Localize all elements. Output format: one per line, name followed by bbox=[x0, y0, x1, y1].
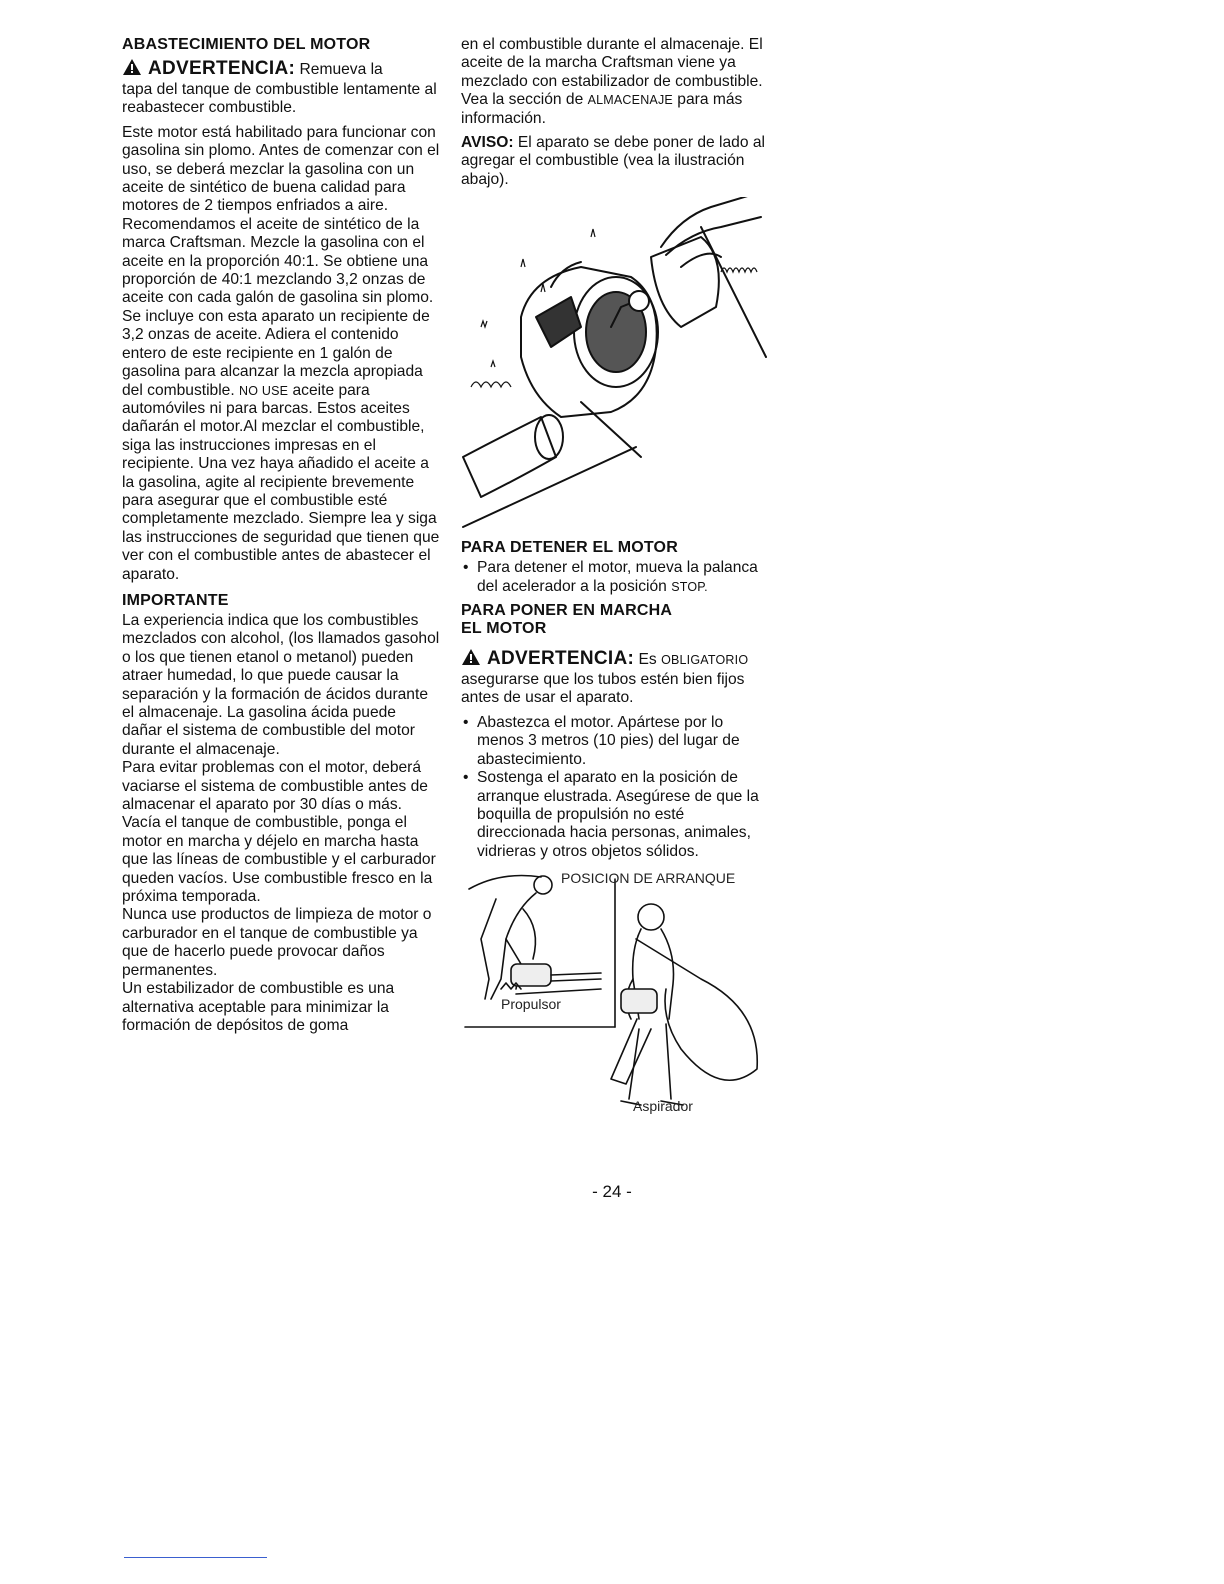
warning-lead: Es bbox=[638, 651, 657, 669]
list-item: • Abastezca el motor. Apártese por lo menos 3 metros (10 pies) del lugar de abastecimiento. bbox=[461, 714, 773, 769]
fueling-heading: ABASTECIMIENTO DEL MOTOR bbox=[122, 36, 371, 53]
start-engine-heading-line2: EL MOTOR bbox=[461, 620, 547, 638]
list-item: • Sostenga el aparato en la posición de arranque elustrada. Asegúrese de que la boquilla de propulsión no esté direccionada hacia personas, animales, vidrieras y otros objetos sólidos. bbox=[461, 769, 773, 861]
aviso-text: El aparato se debe poner de lado al agregar el combustible (vea la ilustración abajo). bbox=[461, 134, 765, 188]
important-paragraph-4: Nunca use productos de limpieza de motor o carburador en el tanque de combustible ya que de hacerlo puede provocar daños permanentes. bbox=[122, 906, 432, 979]
obligatorio-caps: OBLIGATORIO bbox=[661, 653, 749, 668]
warning-body: asegurarse que los tubos estén bien fijos antes de usar el aparato. bbox=[461, 671, 745, 707]
start-engine-list bbox=[461, 714, 773, 861]
storage-continued-paragraph bbox=[461, 36, 773, 128]
no-use-caps: NO USE bbox=[239, 383, 289, 398]
important-paragraph-2: Para evitar problemas con el motor, deberá vaciarse el sistema de combustible antes de almacenar el aparato por 30 días o más. bbox=[122, 759, 428, 814]
right-column bbox=[461, 36, 773, 1127]
refueling-illustration bbox=[461, 197, 773, 535]
continued-end: para más información. bbox=[461, 91, 743, 127]
stop-engine-heading: PARA DETENER EL MOTOR bbox=[461, 539, 678, 557]
aviso-paragraph bbox=[461, 134, 773, 189]
vacuum-caption: Aspirador bbox=[633, 1098, 693, 1115]
stop-word: STOP. bbox=[671, 579, 708, 594]
list-item: • Para detener el motor, mueva la palanca del acelerador a la posición STOP. bbox=[461, 559, 773, 596]
warning-body: tapa del tanque de combustible lentamente al reabastecer combustible. bbox=[122, 81, 437, 117]
fuel-mix-paragraph bbox=[122, 124, 440, 584]
starting-position-figure bbox=[461, 869, 773, 1127]
continued-text: en el combustible durante el almacenaje. El aceite de la marcha Craftsman viene ya mezclado con estabilizador de combustible. Vea la sección de bbox=[461, 36, 763, 109]
warning-title: ADVERTENCIA: bbox=[148, 58, 296, 79]
stop-engine-list bbox=[461, 559, 773, 596]
fuel-cap-warning bbox=[122, 58, 440, 118]
aviso-label: AVISO: bbox=[461, 134, 514, 152]
left-column bbox=[122, 36, 440, 1035]
starting-position-caption: POSICION DE ARRANQUE bbox=[561, 870, 736, 887]
warning-lead: Remueva la bbox=[299, 61, 383, 78]
warning-title: ADVERTENCIA: bbox=[487, 648, 635, 670]
blower-caption: Propulsor bbox=[501, 996, 561, 1013]
important-heading: IMPORTANTE bbox=[122, 591, 229, 609]
important-paragraph-5: Un estabilizador de combustible es una alternativa aceptable para minimizar la formación de depósitos de goma bbox=[122, 980, 395, 1034]
warning-triangle-icon bbox=[122, 58, 142, 76]
fuel-mix-text: Este motor está habilitado para funcionar con gasolina sin plomo. Antes de comenzar con el uso, se deberá mezclar la gasolina con un aceite de sintético de buena calidad para motores de 2 tiempos enfriados a aire. Recomendamos el aceite de sintético de la marca Craftsman. Mezcle la gasolina con el aceite en la proporción 40:1. Se obtiene una proporción de 40:1 mezclando 3,2 onzas de aceite con cada galón de gasolina sin plomo. Se incluye con esta aparato un recipiente de 3,2 onzas de aceite. Adiera el contenido entero de este recipiente en 1 galón de gasolina para alcanzar la mezcla apropiada del combustible. bbox=[122, 123, 440, 399]
storage-section-ref: ALMACENAJE bbox=[587, 93, 673, 108]
important-paragraph-3: Vacía el tanque de combustible, ponga el motor en marcha y déjelo en marcha hasta que las líneas de combustible y el carburador queden vacíos. Use combustible fresco en la próxima temporada. bbox=[122, 814, 436, 906]
page-number: - 24 - bbox=[592, 1182, 632, 1201]
start-engine-heading-line1: PARA PONER EN MARCHA bbox=[461, 602, 673, 620]
important-paragraph-1: La experiencia indica que los combustibles mezclados con alcohol, (los llamados gasohol o los que tienen etanol o metanol) pueden atraer humedad, lo que puede causar la separación y la formación de ácidos durante el almacenaje. La gasolina ácida puede dañar el sistema de combustible del motor durante el almacenaje. bbox=[122, 611, 440, 758]
warning-triangle-icon bbox=[461, 648, 481, 666]
tubes-warning bbox=[461, 648, 773, 708]
fuel-mix-text-2: aceite para automóviles ni para barcas. Estos aceites dañarán el motor.Al mezclar el combustible, siga las instrucciones impresas en el recipiente. Una vez haya añadido el aceite a la gasolina, agite al recipiente brevemente para asegurar que el combustible esté completamente mezclado. Siempre lea y siga las instrucciones de seguridad que tienen que ver con el combustible antes de abastecer el aparato. bbox=[122, 381, 440, 583]
footer-rule bbox=[124, 1557, 267, 1558]
